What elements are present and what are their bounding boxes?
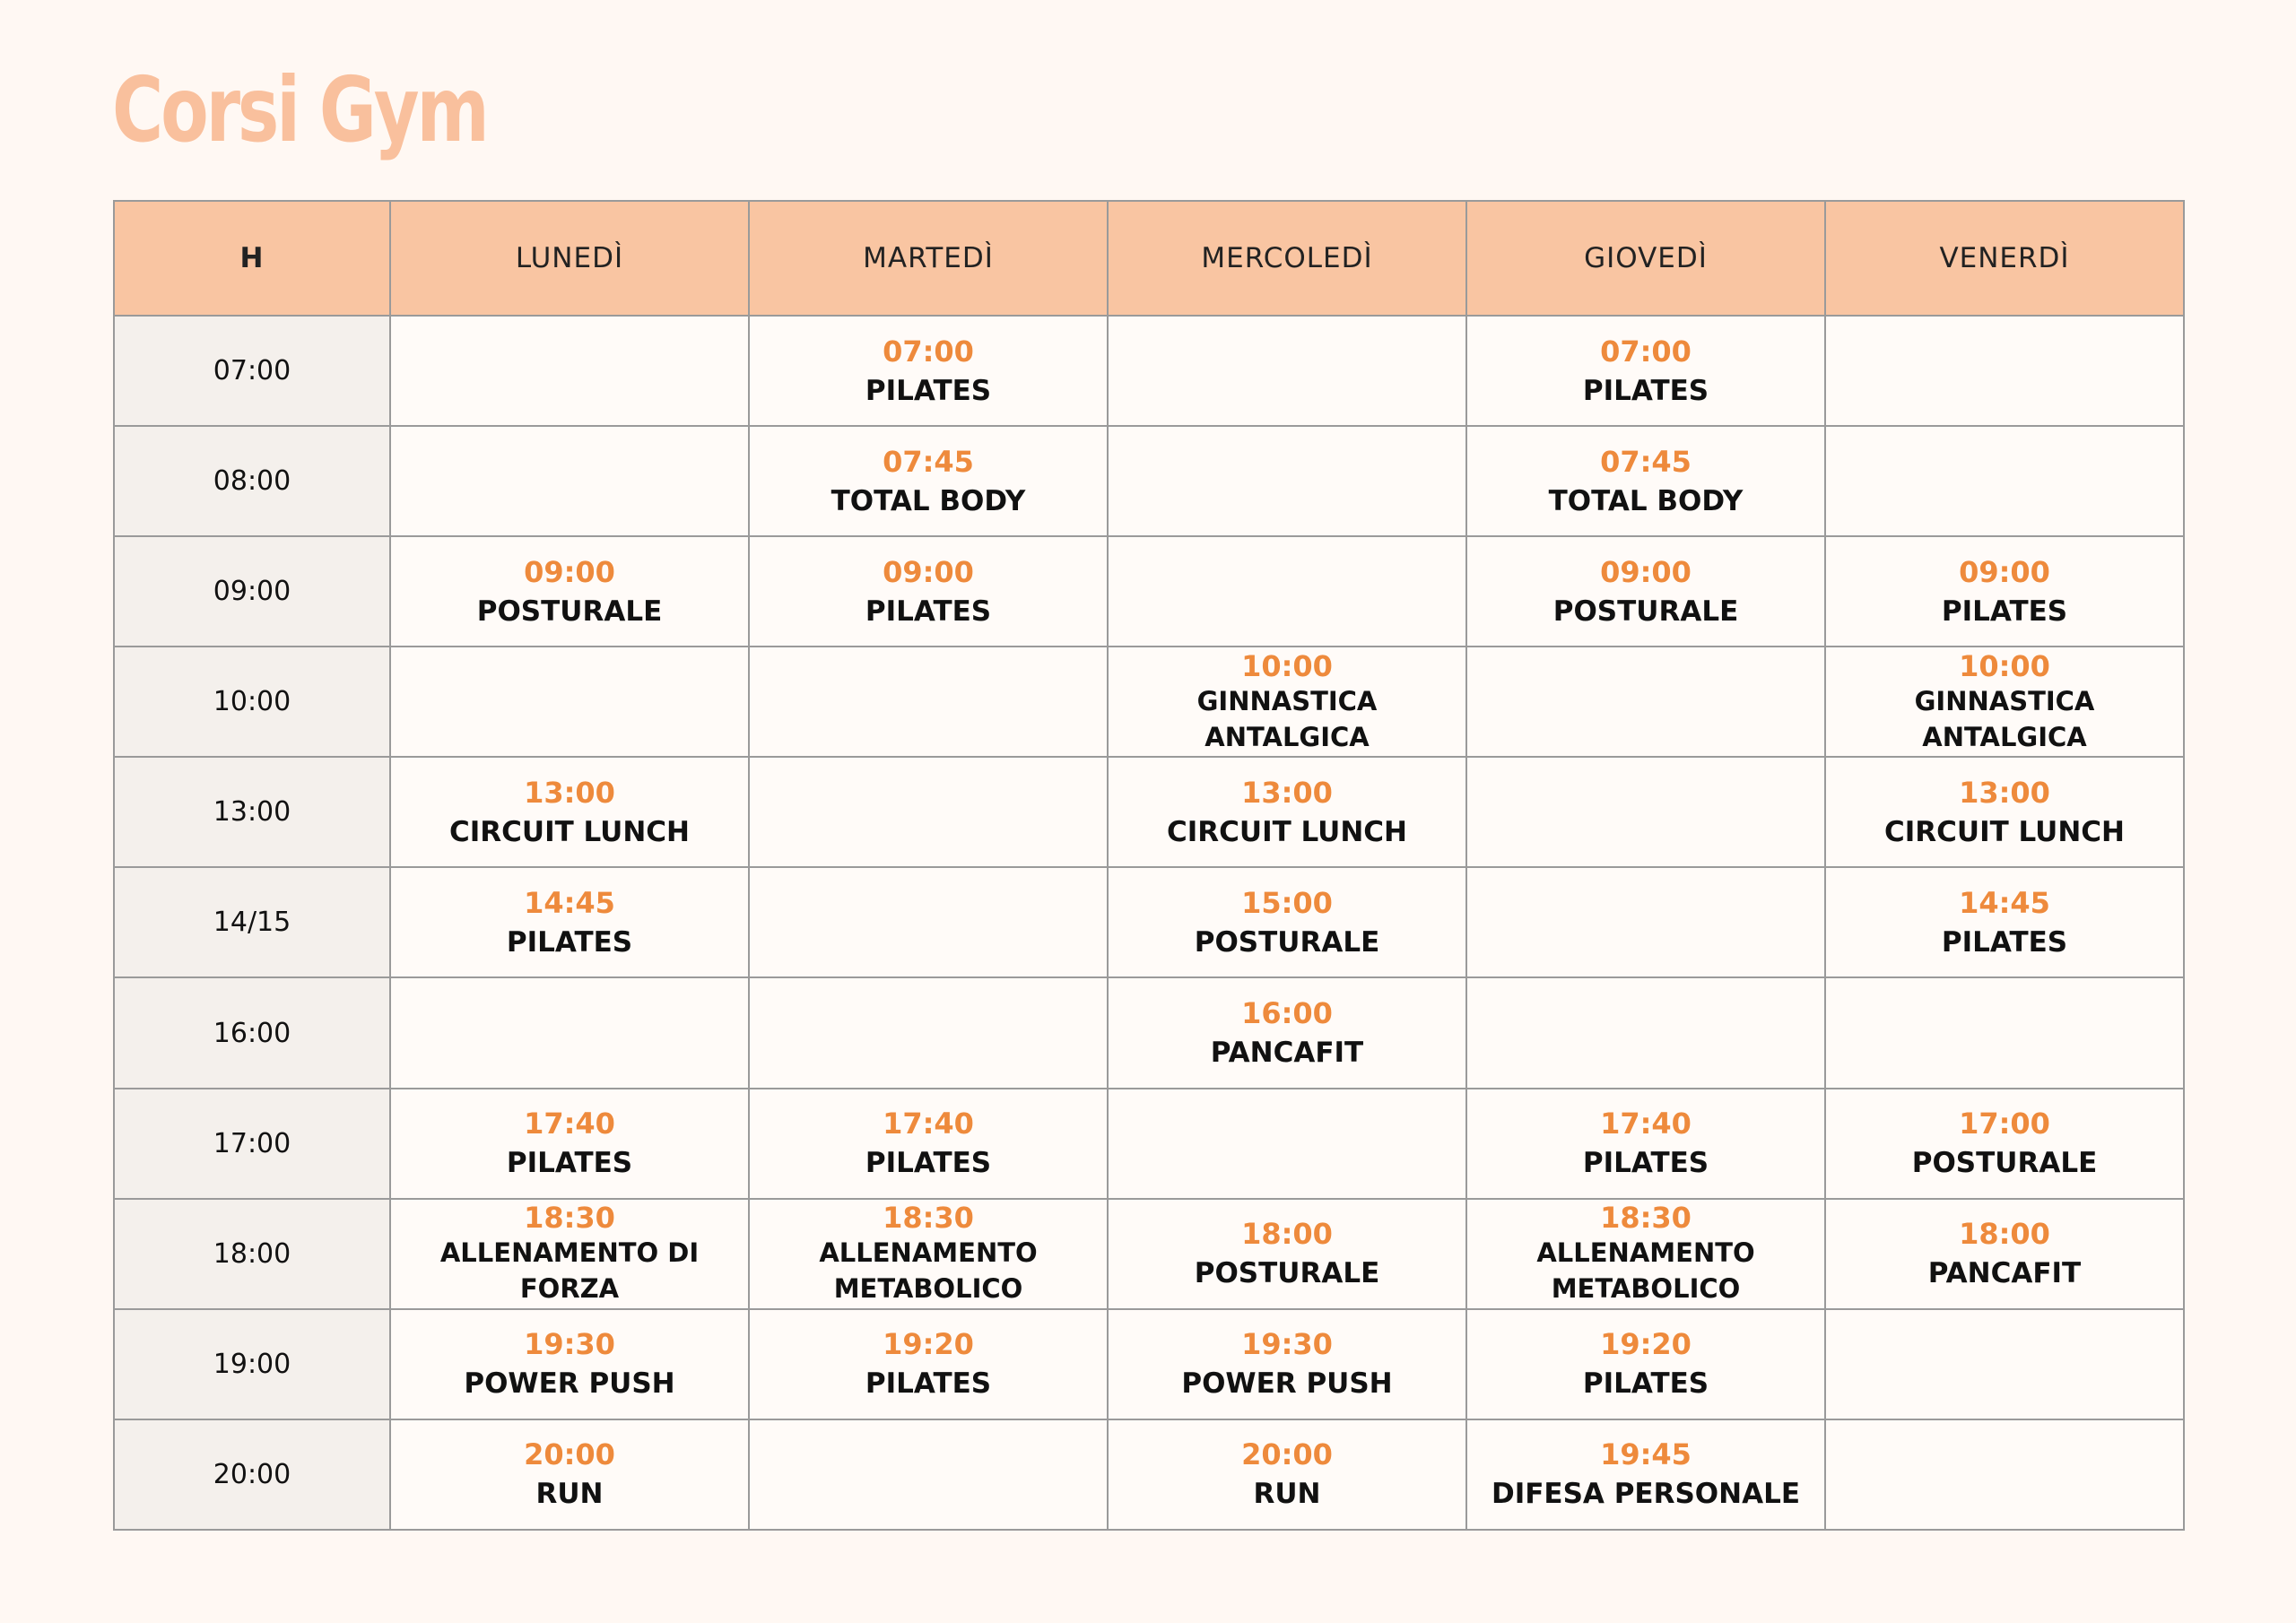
class-entry bbox=[750, 1201, 1107, 1306]
class-time: 09:00 bbox=[883, 554, 974, 589]
cell-thursday bbox=[1466, 536, 1825, 647]
cell-thursday bbox=[1466, 1309, 1825, 1419]
schedule-row bbox=[114, 1309, 2184, 1419]
schedule-row bbox=[114, 867, 2184, 977]
class-entry bbox=[391, 1201, 748, 1306]
schedule-table bbox=[113, 200, 2185, 1531]
cell-thursday bbox=[1466, 647, 1825, 757]
class-name: PILATES bbox=[865, 1367, 992, 1401]
schedule-row bbox=[114, 316, 2184, 426]
class-entry bbox=[1467, 1201, 1824, 1306]
class-time: 20:00 bbox=[524, 1437, 615, 1472]
hour-cell: 20:00 bbox=[114, 1419, 390, 1530]
cell-friday bbox=[1825, 536, 2184, 647]
header-tuesday: MARTEDÌ bbox=[749, 201, 1108, 316]
class-name: PILATES bbox=[865, 374, 992, 407]
cell-tuesday bbox=[749, 426, 1108, 536]
cell-monday bbox=[390, 757, 749, 867]
class-entry bbox=[1109, 1214, 1465, 1293]
class-entry bbox=[1826, 883, 2183, 962]
cell-friday bbox=[1825, 316, 2184, 426]
cell-friday bbox=[1825, 647, 2184, 757]
cell-tuesday bbox=[749, 536, 1108, 647]
class-entry bbox=[1467, 1435, 1824, 1514]
class-time: 19:30 bbox=[524, 1327, 615, 1362]
class-entry bbox=[391, 1324, 748, 1403]
cell-wednesday bbox=[1108, 1419, 1466, 1530]
cell-tuesday bbox=[749, 1309, 1108, 1419]
class-name: CIRCUIT LUNCH bbox=[1166, 815, 1407, 848]
class-time: 17:00 bbox=[1959, 1107, 2050, 1141]
class-name: ALLENAMENTO METABOLICO bbox=[1536, 1237, 1755, 1305]
cell-monday bbox=[390, 426, 749, 536]
class-name: GINNASTICA ANTALGICA bbox=[1196, 685, 1378, 752]
class-name: PANCAFIT bbox=[1927, 1257, 2082, 1290]
cell-tuesday bbox=[749, 757, 1108, 867]
class-name: PILATES bbox=[865, 1147, 992, 1180]
schedule-row bbox=[114, 757, 2184, 867]
class-name: PILATES bbox=[1582, 1147, 1709, 1180]
class-time: 19:20 bbox=[1600, 1327, 1692, 1362]
cell-monday bbox=[390, 1419, 749, 1530]
cell-thursday bbox=[1466, 1089, 1825, 1199]
class-time: 17:40 bbox=[1600, 1107, 1692, 1141]
class-name: CIRCUIT LUNCH bbox=[448, 815, 690, 848]
class-time: 20:00 bbox=[1241, 1437, 1333, 1472]
cell-tuesday bbox=[749, 1089, 1108, 1199]
class-time: 09:00 bbox=[1959, 554, 2050, 589]
class-time: 18:30 bbox=[524, 1201, 615, 1236]
cell-monday bbox=[390, 1089, 749, 1199]
class-time: 14:45 bbox=[1959, 885, 2050, 920]
class-name: PILATES bbox=[1582, 374, 1709, 407]
class-entry bbox=[1467, 552, 1824, 631]
class-name: PILATES bbox=[1941, 595, 2068, 628]
class-time: 07:45 bbox=[1600, 444, 1692, 479]
cell-wednesday bbox=[1108, 757, 1466, 867]
class-entry bbox=[391, 552, 748, 631]
class-time: 19:45 bbox=[1600, 1437, 1692, 1472]
class-entry bbox=[750, 332, 1107, 411]
header-monday: LUNEDÌ bbox=[390, 201, 749, 316]
cell-tuesday bbox=[749, 1419, 1108, 1530]
class-entry bbox=[1826, 552, 2183, 631]
class-time: 07:00 bbox=[883, 334, 974, 369]
class-entry bbox=[750, 1104, 1107, 1183]
class-entry bbox=[1826, 1214, 2183, 1293]
class-entry bbox=[1109, 1435, 1465, 1514]
cell-monday bbox=[390, 867, 749, 977]
cell-wednesday bbox=[1108, 647, 1466, 757]
hour-cell: 19:00 bbox=[114, 1309, 390, 1419]
class-time: 18:00 bbox=[1959, 1217, 2050, 1252]
cell-thursday bbox=[1466, 757, 1825, 867]
class-name: POSTURALE bbox=[476, 595, 663, 628]
class-entry bbox=[391, 1435, 748, 1514]
class-name: POSTURALE bbox=[1194, 925, 1380, 959]
class-name: POWER PUSH bbox=[464, 1367, 675, 1401]
class-entry bbox=[1826, 649, 2183, 755]
class-entry bbox=[1109, 883, 1465, 962]
header-friday: VENERDÌ bbox=[1825, 201, 2184, 316]
class-time: 19:30 bbox=[1241, 1327, 1333, 1362]
class-entry bbox=[1467, 332, 1824, 411]
cell-friday bbox=[1825, 1309, 2184, 1419]
cell-tuesday bbox=[749, 1199, 1108, 1309]
class-time: 09:00 bbox=[524, 554, 615, 589]
cell-wednesday bbox=[1108, 977, 1466, 1088]
class-entry bbox=[1467, 1324, 1824, 1403]
cell-monday bbox=[390, 977, 749, 1088]
class-name: TOTAL BODY bbox=[831, 484, 1026, 517]
class-name: TOTAL BODY bbox=[1548, 484, 1744, 517]
cell-tuesday bbox=[749, 316, 1108, 426]
class-entry bbox=[1109, 1324, 1465, 1403]
cell-wednesday bbox=[1108, 536, 1466, 647]
class-name: RUN bbox=[535, 1478, 604, 1511]
cell-monday bbox=[390, 536, 749, 647]
class-time: 14:45 bbox=[524, 885, 615, 920]
class-name: CIRCUIT LUNCH bbox=[1883, 815, 2125, 848]
class-time: 13:00 bbox=[1241, 775, 1333, 810]
class-entry bbox=[1467, 1104, 1824, 1183]
class-name: PANCAFIT bbox=[1210, 1037, 1364, 1069]
page-title: Corsi Gym bbox=[112, 57, 487, 162]
header-row bbox=[114, 201, 2184, 316]
cell-monday bbox=[390, 1309, 749, 1419]
class-time: 09:00 bbox=[1600, 554, 1692, 589]
cell-wednesday bbox=[1108, 1309, 1466, 1419]
hour-cell: 10:00 bbox=[114, 647, 390, 757]
header-hour: H bbox=[114, 201, 390, 316]
schedule-row bbox=[114, 1199, 2184, 1309]
class-time: 17:40 bbox=[883, 1107, 974, 1141]
cell-wednesday bbox=[1108, 426, 1466, 536]
class-entry bbox=[1826, 773, 2183, 852]
class-time: 18:00 bbox=[1241, 1217, 1333, 1252]
class-time: 17:40 bbox=[524, 1107, 615, 1141]
class-time: 18:30 bbox=[883, 1201, 974, 1236]
class-entry bbox=[750, 1324, 1107, 1403]
cell-monday bbox=[390, 1199, 749, 1309]
cell-monday bbox=[390, 316, 749, 426]
class-entry bbox=[391, 773, 748, 852]
class-name: RUN bbox=[1253, 1478, 1321, 1511]
class-name: PILATES bbox=[506, 1147, 633, 1180]
class-entry bbox=[391, 883, 748, 962]
schedule-row bbox=[114, 647, 2184, 757]
cell-friday bbox=[1825, 1089, 2184, 1199]
cell-wednesday bbox=[1108, 1089, 1466, 1199]
class-entry bbox=[750, 552, 1107, 631]
cell-wednesday bbox=[1108, 316, 1466, 426]
cell-friday bbox=[1825, 977, 2184, 1088]
cell-tuesday bbox=[749, 977, 1108, 1088]
hour-cell: 07:00 bbox=[114, 316, 390, 426]
cell-thursday bbox=[1466, 1419, 1825, 1530]
cell-tuesday bbox=[749, 867, 1108, 977]
class-name: POSTURALE bbox=[1194, 1257, 1380, 1290]
class-entry bbox=[1826, 1104, 2183, 1183]
cell-thursday bbox=[1466, 426, 1825, 536]
cell-tuesday bbox=[749, 647, 1108, 757]
class-name: POWER PUSH bbox=[1181, 1367, 1393, 1401]
cell-wednesday bbox=[1108, 867, 1466, 977]
class-time: 10:00 bbox=[1959, 648, 2050, 683]
hour-cell: 08:00 bbox=[114, 426, 390, 536]
cell-friday bbox=[1825, 1199, 2184, 1309]
hour-cell: 14/15 bbox=[114, 867, 390, 977]
cell-friday bbox=[1825, 757, 2184, 867]
cell-monday bbox=[390, 647, 749, 757]
cell-thursday bbox=[1466, 1199, 1825, 1309]
class-time: 10:00 bbox=[1241, 648, 1333, 683]
class-time: 16:00 bbox=[1241, 996, 1333, 1030]
cell-friday bbox=[1825, 867, 2184, 977]
header-wednesday: MERCOLEDÌ bbox=[1108, 201, 1466, 316]
class-name: POSTURALE bbox=[1911, 1147, 2098, 1180]
class-name: GINNASTICA ANTALGICA bbox=[1914, 685, 2095, 752]
cell-friday bbox=[1825, 426, 2184, 536]
class-entry bbox=[750, 442, 1107, 521]
hour-cell: 18:00 bbox=[114, 1199, 390, 1309]
class-entry bbox=[1467, 442, 1824, 521]
hour-cell: 09:00 bbox=[114, 536, 390, 647]
hour-cell: 17:00 bbox=[114, 1089, 390, 1199]
cell-thursday bbox=[1466, 867, 1825, 977]
class-name: ALLENAMENTO DI FORZA bbox=[439, 1237, 700, 1305]
class-entry bbox=[1109, 649, 1465, 755]
class-time: 07:00 bbox=[1600, 334, 1692, 369]
cell-thursday bbox=[1466, 977, 1825, 1088]
class-entry bbox=[1109, 773, 1465, 852]
schedule-row bbox=[114, 536, 2184, 647]
class-name: PILATES bbox=[1582, 1367, 1709, 1401]
class-entry bbox=[391, 1104, 748, 1183]
class-time: 13:00 bbox=[524, 775, 615, 810]
class-time: 13:00 bbox=[1959, 775, 2050, 810]
schedule-row bbox=[114, 1089, 2184, 1199]
class-name: PILATES bbox=[506, 925, 633, 959]
class-name: PILATES bbox=[865, 595, 992, 628]
cell-thursday bbox=[1466, 316, 1825, 426]
header-thursday: GIOVEDÌ bbox=[1466, 201, 1825, 316]
cell-wednesday bbox=[1108, 1199, 1466, 1309]
schedule-row bbox=[114, 426, 2184, 536]
cell-friday bbox=[1825, 1419, 2184, 1530]
schedule-row bbox=[114, 1419, 2184, 1530]
class-time: 19:20 bbox=[883, 1327, 974, 1362]
schedule-body bbox=[114, 316, 2184, 1530]
schedule-row bbox=[114, 977, 2184, 1088]
class-name: DIFESA PERSONALE bbox=[1491, 1478, 1801, 1511]
class-name: PILATES bbox=[1941, 925, 2068, 959]
class-name: POSTURALE bbox=[1552, 595, 1739, 628]
class-time: 18:30 bbox=[1600, 1201, 1692, 1236]
hour-cell: 16:00 bbox=[114, 977, 390, 1088]
class-time: 07:45 bbox=[883, 444, 974, 479]
class-name: ALLENAMENTO METABOLICO bbox=[819, 1237, 1038, 1305]
class-entry bbox=[1109, 994, 1465, 1072]
class-time: 15:00 bbox=[1241, 885, 1333, 920]
hour-cell: 13:00 bbox=[114, 757, 390, 867]
